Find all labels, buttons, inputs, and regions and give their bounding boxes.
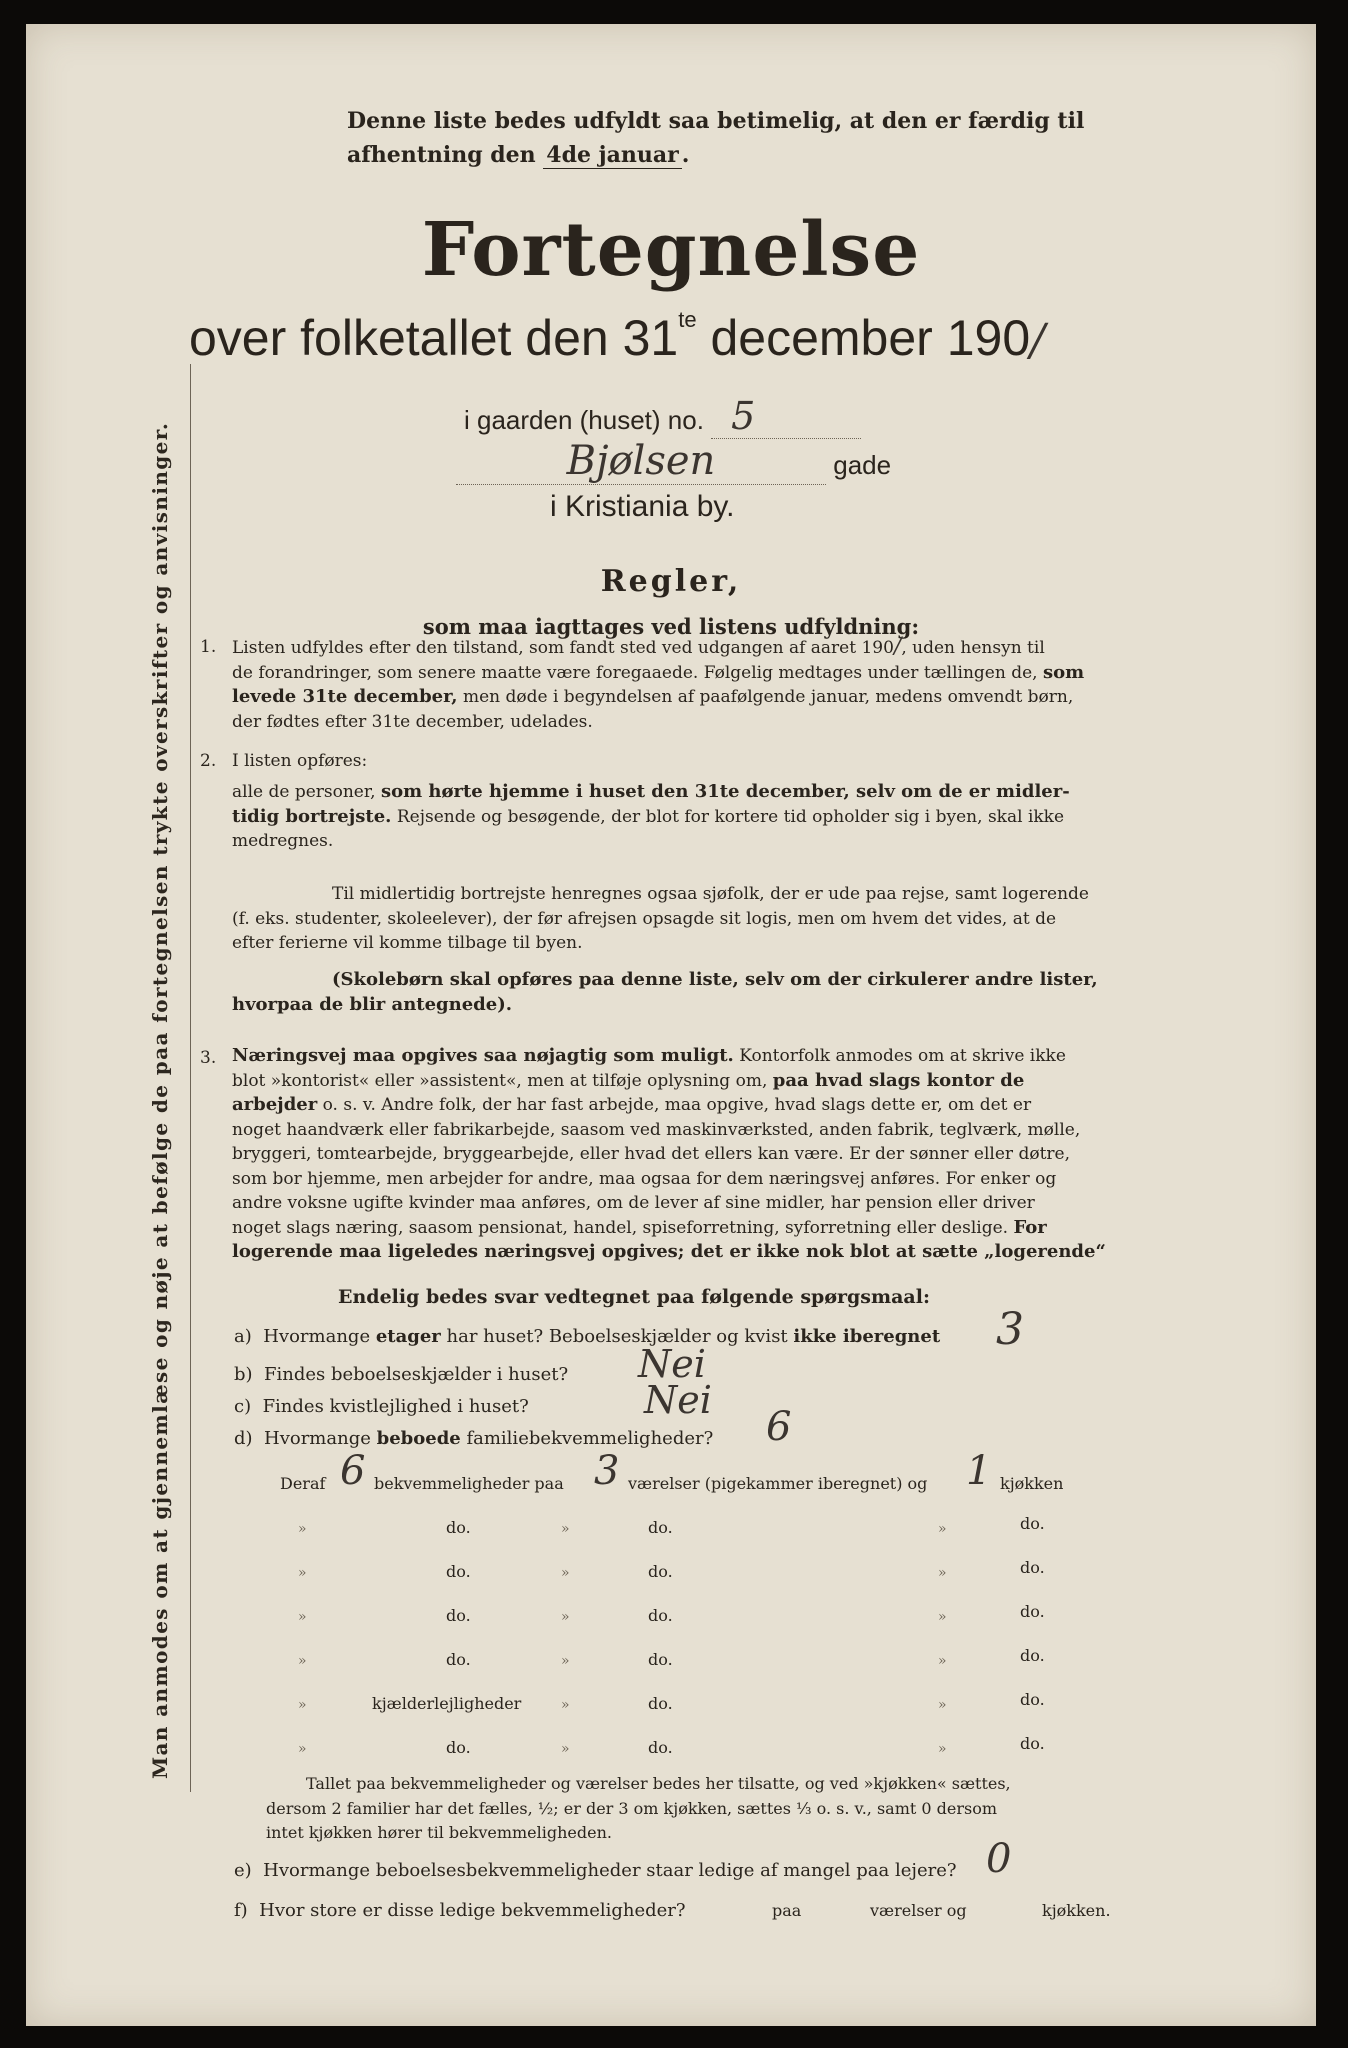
answer-d: 6	[766, 1404, 792, 1450]
pickup-notice	[347, 104, 1167, 172]
handwritten-year: /	[1030, 315, 1045, 366]
row-1-mark-3: »	[938, 1521, 947, 1537]
row-5-mark-1: »	[298, 1697, 307, 1713]
rule-3-line-8	[232, 1216, 1176, 1241]
question-e-text: Hvormange beboelsesbekvemmeligheder staar ledige af mangel paa lejere?	[263, 1860, 957, 1881]
row-3-mark-2: »	[561, 1609, 570, 1625]
rule-3-line-2	[232, 1069, 1176, 1094]
row-1-vaer: do.	[648, 1518, 673, 1537]
rule-1-text-c: de forandringer, som senere maatte være foregaaede. Følgelig medtages under tællingen de,	[232, 662, 1043, 683]
row-2-vaer: do.	[648, 1562, 673, 1581]
rule-2-bold-d: hvorpaa de blir antegnede).	[232, 993, 512, 1015]
row-5-vaer: do.	[648, 1694, 673, 1713]
rule-2-text-a: alle de personer,	[232, 782, 381, 802]
question-f-vaerelser: værelser og	[870, 1901, 967, 1920]
census-form-page	[26, 24, 1316, 2026]
question-d	[234, 1428, 713, 1449]
rule-2-bold-c: (Skolebørn skal opføres paa denne liste, selv om der cirkulerer andre lister,	[332, 969, 1098, 990]
rule-3-line-7: andre voksne ugifte kvinder maa anføres, om de lever af sine midler, har pension eller driver	[232, 1193, 1035, 1213]
row-4-kjokken: do.	[1020, 1646, 1045, 1665]
rule-1-line-1	[232, 635, 1176, 661]
row-5-kjaelder: kjælderlejligheder	[372, 1694, 522, 1713]
notice-suffix: .	[681, 142, 690, 168]
rule-1-number: 1.	[200, 637, 217, 657]
tallet-line-3: intet kjøkken hører til bekvemmeligheden.	[266, 1823, 612, 1842]
notice-prefix: afhentning den	[347, 142, 544, 168]
rule-2-p1-line-3: medregnes.	[232, 831, 334, 851]
question-f-paa: paa	[772, 1901, 802, 1920]
rule-3-line-1	[232, 1044, 1176, 1069]
rule-3-bold-d: For	[1013, 1216, 1047, 1238]
question-f	[234, 1900, 686, 1921]
row-3-mark-3: »	[938, 1609, 947, 1625]
deraf-count: 6	[340, 1448, 366, 1494]
deraf-label: Deraf	[280, 1474, 326, 1493]
row-6-mark-3: »	[938, 1741, 947, 1757]
rule-1-line-3	[232, 685, 1176, 710]
row-2-mark-1: »	[298, 1565, 307, 1581]
question-a-bold-1: etager	[375, 1326, 441, 1347]
question-f-text: Hvor store er disse ledige bekvemmeligheder?	[259, 1900, 686, 1921]
rule-2-p1-line-1	[232, 780, 1176, 805]
rule-1-text-d: men døde i begyndelsen af paafølgende januar, medens omvendt børn,	[457, 687, 1074, 707]
rule-2-bold-b: tidig bortrejste.	[232, 805, 392, 827]
rule-2-intro: I listen opføres:	[232, 751, 368, 771]
question-f-label: f)	[234, 1900, 248, 1921]
rule-2-number: 2.	[200, 751, 217, 771]
notice-line-2	[347, 138, 1167, 172]
question-d-text-2: familiebekvemmeligheder?	[460, 1428, 714, 1449]
deraf-bekv-label: bekvemmeligheder paa	[374, 1474, 564, 1493]
rule-2-p2-line-2: (f. eks. studenter, skoleelever), der før afrejsen opsagde sit logis, men om hvem det vides, at de	[232, 908, 1057, 929]
row-5-kjokken: do.	[1020, 1690, 1045, 1709]
question-d-text-1: Hvormange	[264, 1428, 377, 1449]
house-number-line	[464, 394, 861, 439]
rule-2-para-2	[232, 882, 1176, 956]
rule-1-text-a: Listen udfyldes efter den tilstand, som fandt sted ved udgangen af aaret 190	[232, 638, 894, 658]
rule-3-line-9	[232, 1240, 1176, 1265]
rule-2-para-1	[232, 780, 1176, 854]
rule-2-bold-a: som hørte hjemme i huset den 31te december, selv om de er midler-	[380, 781, 1070, 802]
row-4-mark-3: »	[938, 1653, 947, 1669]
row-2-kjokken: do.	[1020, 1558, 1045, 1577]
rule-2-text-b: Rejsende og besøgende, der blot for kortere tid opholder sig i byen, skal ikke	[391, 806, 1065, 827]
row-6-mark-2: »	[561, 1741, 570, 1757]
rule-1-hand-year: /	[893, 634, 902, 659]
row-1-mark-1: »	[298, 1521, 307, 1537]
question-a-bold-2: ikke iberegnet	[793, 1326, 941, 1347]
row-6-mark-1: »	[298, 1741, 307, 1757]
row-1-bekv: do.	[446, 1518, 471, 1537]
row-5-mark-3: »	[938, 1697, 947, 1713]
rule-2-p3-line-2	[232, 993, 1176, 1018]
question-a-label: a)	[234, 1326, 252, 1347]
question-b-text: Findes beboelseskjælder i huset?	[264, 1364, 569, 1385]
row-5-mark-2: »	[561, 1697, 570, 1713]
deraf-kjokken-label: kjøkken	[1000, 1474, 1064, 1493]
question-c	[234, 1396, 529, 1417]
question-f-kjokken: kjøkken.	[1042, 1901, 1111, 1920]
rule-3-text-c: o. s. v. Andre folk, der har fast arbejde, maa opgive, hvad slags dette er, om det er	[317, 1095, 1032, 1115]
rule-3-bold-e: logerende maa ligeledes næringsvej opgives; det er ikke nok blot at sætte „logerende“	[232, 1241, 1106, 1262]
pickup-date: 4de januar	[543, 142, 681, 169]
rule-2-p2-line-3: efter ferierne vil komme tilbage til byen.	[232, 933, 583, 953]
form-title: Fortegnelse	[421, 207, 921, 293]
house-label: i gaarden (huset) no.	[464, 405, 704, 435]
row-4-vaer: do.	[648, 1650, 673, 1669]
question-a-text-1: Hvormange	[263, 1326, 376, 1347]
row-6-vaer: do.	[648, 1738, 673, 1757]
rule-3-bold-b: paa hvad slags kontor de	[772, 1069, 1025, 1091]
rule-1-bold-b: levede 31te december,	[232, 686, 458, 707]
tallet-line-1: Tallet paa bekvemmeligheder og værelser bedes her tilsatte, og ved »kjøkken« sættes,	[306, 1774, 1011, 1793]
rule-2-p3-line-1	[232, 968, 1176, 993]
row-4-bekv: do.	[446, 1650, 471, 1669]
rule-3-text-d: noget slags næring, saasom pensionat, handel, spiseforretning, syforretning eller deslige.	[232, 1217, 1014, 1238]
answer-e: 0	[986, 1836, 1012, 1882]
street-line	[456, 438, 891, 485]
deraf-rooms: 3	[594, 1448, 620, 1494]
sidebar-instruction: Man anmodes om at gjennemlæse og nøje at befølge de paa fortegnelsen trykte overskrifter og anvisninger.	[148, 421, 172, 1779]
question-d-label: d)	[234, 1428, 253, 1449]
rule-1-text-b: , uden hensyn til	[901, 638, 1045, 658]
rule-3-line-3	[232, 1093, 1176, 1118]
question-b-label: b)	[234, 1364, 253, 1385]
rule-3-text-b: blot »kontorist« eller »assistent«, men at tilføje oplysning om,	[232, 1070, 773, 1091]
row-2-mark-2: »	[561, 1565, 570, 1581]
answer-a: 3	[996, 1304, 1024, 1355]
deraf-vaer-label: værelser (pigekammer iberegnet) og	[628, 1474, 928, 1493]
house-number: 5	[711, 394, 861, 439]
rule-3-line-5: bryggeri, tomtearbejde, bryggearbejde, eller hvad det ellers kan være. Er der sønner eller døtre,	[232, 1144, 1070, 1164]
tallet-line-2: dersom 2 familier har det fælles, ½; er der 3 om kjøkken, sættes ⅓ o. s. v., samt 0 dersom	[266, 1798, 998, 1818]
rule-1	[232, 635, 1176, 734]
rule-1-bold-a: som	[1042, 661, 1085, 683]
rule-3-text-a: Kontorfolk anmodes om at skrive ikke	[733, 1046, 1066, 1066]
form-subtitle	[189, 309, 1045, 367]
rule-3-line-4: noget haandværk eller fabrikarbejde, saasom ved maskinværksted, anden fabrik, teglværk, mølle,	[232, 1119, 1081, 1140]
rules-subheading: som maa iagttages ved listens udfyldning:	[422, 614, 920, 639]
question-a-text-2: har huset? Beboelseskjælder og kvist	[440, 1326, 794, 1347]
question-e	[234, 1860, 957, 1881]
deraf-kitchens: 1	[966, 1448, 992, 1494]
row-3-kjokken: do.	[1020, 1602, 1045, 1621]
row-1-kjokken: do.	[1020, 1514, 1045, 1533]
notice-line-1: Denne liste bedes udfyldt saa betimelig, at den er færdig til	[347, 108, 1085, 134]
rule-2-para-3	[232, 968, 1176, 1017]
rule-2-p2-line-1: Til midlertidig bortrejste henregnes ogsaa sjøfolk, der er ude paa rejse, samt logerende	[332, 884, 1089, 904]
rules-heading: Regler,	[600, 564, 742, 599]
questions-heading: Endelig bedes svar vedtegnet paa følgende spørgsmaal:	[338, 1286, 930, 1308]
row-2-mark-3: »	[938, 1565, 947, 1581]
row-4-mark-2: »	[561, 1653, 570, 1669]
row-3-bekv: do.	[446, 1606, 471, 1625]
rule-3-bold-c: arbejder	[232, 1094, 318, 1115]
answer-b: Nei	[638, 1342, 706, 1386]
rule-1-line-4: der fødtes efter 31te december, udelades.	[232, 711, 593, 732]
question-d-bold: beboede	[376, 1428, 461, 1449]
subtitle-prefix: over folketallet den 31	[189, 310, 679, 366]
subtitle-suffix: december 190	[696, 310, 1031, 366]
question-c-text: Findes kvistlejlighed i huset?	[262, 1396, 529, 1417]
street-name: Bjølsen	[456, 438, 826, 485]
row-6-kjokken: do.	[1020, 1734, 1045, 1753]
rule-3-number: 3.	[200, 1048, 217, 1068]
rule-3-line-6: som bor hjemme, men arbejder for andre, maa ogsaa for dem næringsvej anføres. For enker og	[232, 1168, 1057, 1189]
row-2-bekv: do.	[446, 1562, 471, 1581]
question-a	[234, 1326, 940, 1347]
subtitle-sup: te	[678, 307, 697, 333]
answer-c: Nei	[644, 1378, 712, 1422]
city-line: i Kristiania by.	[550, 490, 735, 523]
row-6-bekv: do.	[446, 1738, 471, 1757]
row-3-vaer: do.	[648, 1606, 673, 1625]
rule-2-p1-line-2	[232, 805, 1176, 830]
question-b	[234, 1364, 568, 1385]
row-3-mark-1: »	[298, 1609, 307, 1625]
rule-3-bold-a: Næringsvej maa opgives saa nøjagtig som muligt.	[232, 1045, 734, 1066]
rule-1-line-2	[232, 661, 1176, 686]
row-1-mark-2: »	[561, 1521, 570, 1537]
question-c-label: c)	[234, 1396, 252, 1417]
row-4-mark-1: »	[298, 1653, 307, 1669]
question-e-label: e)	[234, 1860, 252, 1881]
street-label: gade	[833, 450, 892, 480]
tallet-note	[266, 1772, 1178, 1846]
rule-3	[232, 1044, 1176, 1265]
